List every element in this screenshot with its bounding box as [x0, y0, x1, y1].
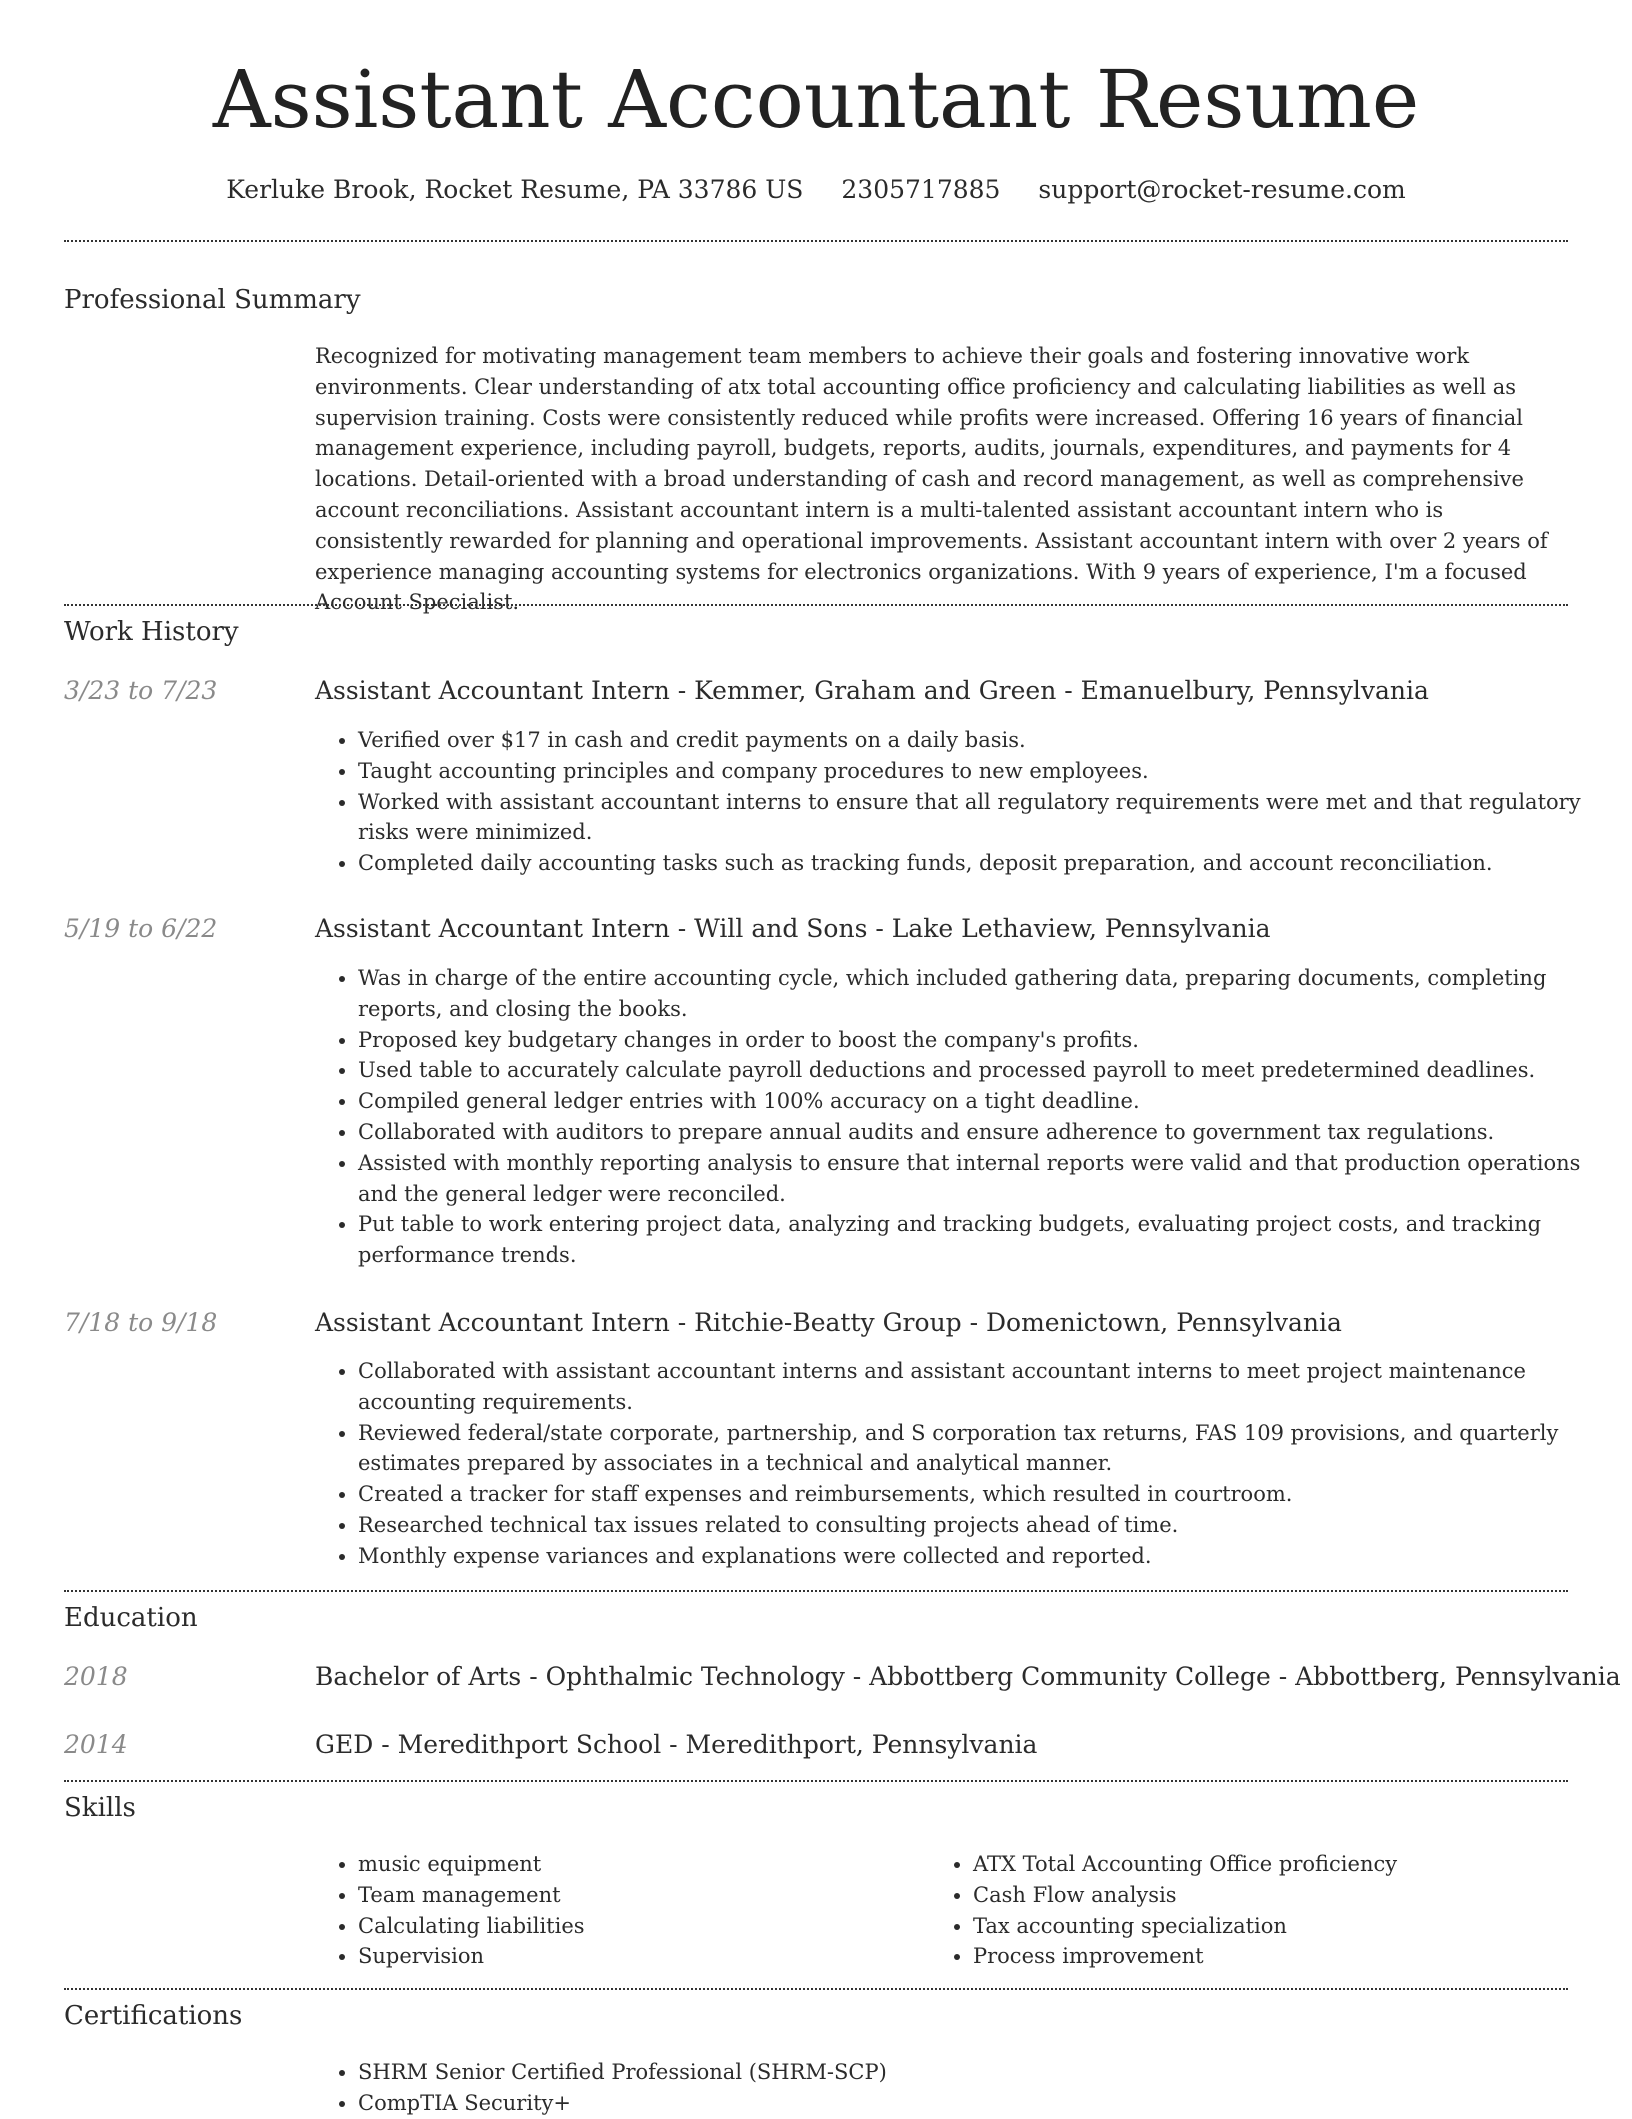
skill-item: • Calculating liabilities: [358, 1911, 928, 1942]
education-title: Bachelor of Arts - Ophthalmic Technology - Abbottberg Community College - Abbottberg, Pennsylvania: [315, 1662, 1621, 1691]
job-dates: 7/18 to 9/18: [64, 1308, 218, 1337]
list-item: • Collaborated with auditors to prepare annual audits and ensure adherence to government tax regulations.: [358, 1117, 1611, 1148]
job-dates: 5/19 to 6/22: [64, 914, 218, 943]
section-title-education: Education: [64, 1603, 198, 1633]
skills-list-left: [315, 1849, 928, 1972]
job-bullets: [315, 963, 1611, 1271]
summary-text: Recognized for motivating management team members to achieve their goals and fostering innovative work environments. Clear understanding of atx total accounting office proficiency and calculating liabilities as well as supervision training. Costs were consistently reduced while profits were increased. Offering 16 years of financial management experience, including payroll, budgets, reports, audits, journals, expenditures, and payments for 4 locations. Detail-oriented with a broad understanding of cash and record management, as well as comprehensive account reconciliations. Assistant accountant intern is a multi-talented assistant accountant intern who is consistently rewarded for planning and operational improvements. Assistant accountant intern with over 2 years of experience managing accounting systems for electronics organizations. With 9 years of experience, I'm a focused Account Specialist.: [315, 344, 1548, 615]
list-item: • Worked with assistant accountant interns to ensure that all regulatory requirements were met and that regulatory risks were minimized.: [358, 787, 1611, 849]
list-item: • Completed daily accounting tasks such as tracking funds, deposit preparation, and account reconciliation.: [358, 848, 1611, 879]
list-item: • Monthly expense variances and explanations were collected and reported.: [358, 1541, 1611, 1572]
contact-email: support@rocket-resume.com: [1038, 175, 1406, 204]
section-title-certifications: Certifications: [64, 2001, 243, 2031]
job-bullets: [315, 725, 1611, 879]
job-title: Assistant Accountant Intern - Will and Sons - Lake Lethaview, Pennsylvania: [315, 914, 1271, 943]
contact-phone: 2305717885: [841, 175, 1001, 204]
divider: [64, 604, 1568, 606]
contact-line: [0, 172, 1632, 208]
list-item: • Reviewed federal/state corporate, partnership, and S corporation tax returns, FAS 109 provisions, and quarterly estimates prepared by associates in a technical and analytical manner.: [358, 1418, 1611, 1480]
list-item: • Created a tracker for staff expenses and reimbursements, which resulted in courtroom.: [358, 1479, 1611, 1510]
education-year: 2014: [64, 1730, 128, 1759]
certification-item: • CompTIA Security+: [358, 2088, 1611, 2119]
list-item: • Put table to work entering project data, analyzing and tracking budgets, evaluating project costs, and tracking performance trends.: [358, 1209, 1611, 1271]
education-year: 2018: [64, 1662, 128, 1691]
divider: [64, 1780, 1568, 1782]
skill-item: • Process improvement: [973, 1941, 1593, 1972]
education-title: GED - Meredithport School - Meredithport, Pennsylvania: [315, 1730, 1038, 1759]
list-item: • Assisted with monthly reporting analysis to ensure that internal reports were valid and that production operations and the general ledger were reconciled.: [358, 1148, 1611, 1210]
certifications-list: [315, 2057, 1611, 2119]
list-item: • Verified over $17 in cash and credit payments on a daily basis.: [358, 725, 1611, 756]
list-item: • Compiled general ledger entries with 100% accuracy on a tight deadline.: [358, 1086, 1611, 1117]
skill-item: • Supervision: [358, 1941, 928, 1972]
section-title-work-history: Work History: [64, 617, 239, 647]
skill-item: • Cash Flow analysis: [973, 1880, 1593, 1911]
list-item: • Used table to accurately calculate payroll deductions and processed payroll to meet predetermined deadlines.: [358, 1055, 1611, 1086]
skill-item: • Tax accounting specialization: [973, 1911, 1593, 1942]
skills-list-right: [930, 1849, 1593, 1972]
divider: [64, 1988, 1568, 1990]
divider: [64, 240, 1568, 242]
list-item: • Researched technical tax issues related to consulting projects ahead of time.: [358, 1510, 1611, 1541]
job-bullets: [315, 1356, 1611, 1572]
skill-item: • ATX Total Accounting Office proficiency: [973, 1849, 1593, 1880]
job-dates: 3/23 to 7/23: [64, 676, 218, 705]
job-title: Assistant Accountant Intern - Ritchie-Beatty Group - Domenictown, Pennsylvania: [315, 1308, 1342, 1337]
list-item: • Proposed key budgetary changes in order to boost the company's profits.: [358, 1025, 1611, 1056]
divider: [64, 1590, 1568, 1592]
list-item: • Collaborated with assistant accountant interns and assistant accountant interns to meet project maintenance accounting requirements.: [358, 1356, 1611, 1418]
list-item: • Taught accounting principles and company procedures to new employees.: [358, 756, 1611, 787]
list-item: • Was in charge of the entire accounting cycle, which included gathering data, preparing documents, completing reports, and closing the books.: [358, 963, 1611, 1025]
job-title: Assistant Accountant Intern - Kemmer, Graham and Green - Emanuelbury, Pennsylvania: [315, 676, 1429, 705]
certification-item: • SHRM Senior Certified Professional (SHRM-SCP): [358, 2057, 1611, 2088]
skill-item: • Team management: [358, 1880, 928, 1911]
section-title-skills: Skills: [64, 1793, 136, 1823]
contact-address: Kerluke Brook, Rocket Resume, PA 33786 US: [226, 175, 804, 204]
resume-title: Assistant Accountant Resume: [212, 53, 1420, 146]
skill-item: • music equipment: [358, 1849, 928, 1880]
section-title-summary: Professional Summary: [64, 285, 361, 315]
